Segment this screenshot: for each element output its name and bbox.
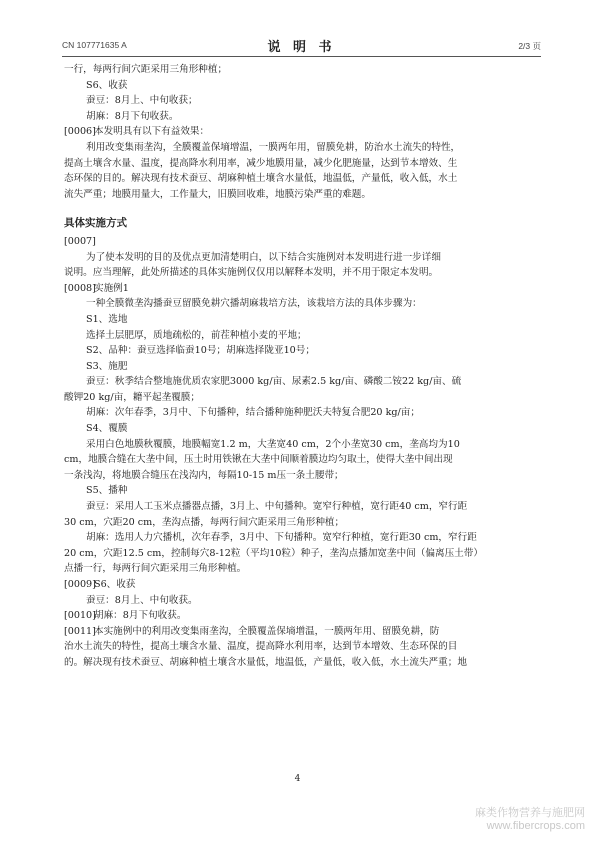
paragraph-text: S6、收获 <box>94 579 136 590</box>
text-line: S1、选地 <box>86 313 128 325</box>
text-line: 流失严重；地膜用量大，工作量大，旧膜回收难，地膜污染严重的难题。 <box>64 188 371 200</box>
text-line: 为了使本发明的目的及优点更加清楚明白，以下结合实施例对本发明进行进一步详细 <box>86 251 441 263</box>
text-line: 一条浅沟，将地膜合缝压在浅沟内，每隔10-15 m压一条土腰带； <box>64 469 344 481</box>
watermark <box>475 804 585 832</box>
paragraph-number: [0011] <box>64 625 96 637</box>
page-header <box>62 38 541 54</box>
paragraph-number: [0007] <box>64 235 96 247</box>
numbered-paragraph-line <box>64 281 542 297</box>
paragraph-number: [0006] <box>64 126 96 138</box>
text-line: 选择土层肥厚，质地疏松的，前茬种植小麦的平地； <box>86 329 307 341</box>
text-line: 胡麻：选用人力穴播机，次年春季，3月中、下旬播种。宽窄行种植，宽行距30 cm，窄行距 <box>86 532 477 544</box>
text-line: S3、施肥 <box>86 360 128 372</box>
paragraph-number: [0009] <box>64 579 96 590</box>
text-line: 胡麻：次年春季，3月中、下旬播种，结合播种施种肥沃夫特复合肥20 kg/亩； <box>86 407 420 419</box>
page-indicator: 2/3 页 <box>518 41 541 51</box>
text-line: S5、播种 <box>86 485 128 497</box>
text-line: 酸钾20 kg/亩，耱平起垄覆膜； <box>64 391 200 403</box>
text-line: 利用改变集雨垄沟，全膜覆盖保墒增温，一膜两年用，留膜免耕，防治水土流失的特性， <box>86 141 461 153</box>
page-number: 4 <box>294 774 301 784</box>
text-line: 态环保的目的。解决现有技术蚕豆、胡麻种植土壤含水量低，地温低，产量低，收入低，水土 <box>64 173 458 185</box>
publication-number: CN 107771635 A <box>62 40 127 50</box>
numbered-paragraph-line <box>64 608 542 624</box>
text-line: 采用白色地膜秋覆膜，地膜幅宽1.2 m，大垄宽40 cm，2个小垄宽30 cm，垄高均为10 <box>86 438 460 450</box>
numbered-paragraph-line <box>64 577 542 593</box>
watermark-title: 麻类作物营养与施肥网 <box>475 807 585 819</box>
numbered-paragraph-line <box>64 234 542 250</box>
header-rule <box>62 56 541 57</box>
numbered-paragraph-line <box>64 124 542 140</box>
paragraph-text: 本实施例中的利用改变集雨垄沟，全膜覆盖保墒增温，一膜两年用、留膜免耕，防 <box>94 625 440 637</box>
document-body <box>64 62 542 671</box>
paragraph-number: [0008] <box>64 282 96 294</box>
text-line: 治水土流失的特性，提高土壤含水量、温度，提高降水利用率，达到节本增效、生态环保的目 <box>64 641 458 653</box>
text-line: cm，地膜合缝在大垄中间，压土时用铁锹在大垄中间顺着膜边均匀取土，使得大垄中间出现 <box>64 454 453 466</box>
watermark-url: www.fibercrops.com <box>486 820 585 832</box>
text-line: 点播一行，每两行间穴距采用三角形种植。 <box>64 563 247 575</box>
paragraph-text: 实施例1 <box>94 282 129 294</box>
numbered-paragraph-line <box>64 624 542 640</box>
text-line: 一行，每两行间穴距采用三角形种植； <box>64 64 228 75</box>
text-line: 蚕豆：采用人工玉米点播器点播，3月上、中旬播种。宽窄行种植，宽行距40 cm，窄行距 <box>86 501 468 513</box>
text-line: 提高土壤含水量、温度，提高降水利用率，减少地膜用量，减少化肥施量，达到节本增效、生 <box>64 157 458 169</box>
section-heading: 具体实施方式 <box>64 217 127 230</box>
document-title: 说 明 书 <box>267 40 336 55</box>
text-line: S6、收获 <box>86 79 128 91</box>
text-line: 的。解决现有技术蚕豆、胡麻种植土壤含水量低，地温低，产量低，收入低，水土流失严重；地 <box>64 656 467 668</box>
paragraph-number: [0010] <box>64 610 96 622</box>
text-line: 20 cm，穴距12.5 cm，控制每穴8-12粒（平均10粒）种子，垄沟点播加宽垄中间（偏离压土带） <box>64 547 483 559</box>
text-line: 蚕豆：8月上、中旬收获。 <box>86 594 198 606</box>
text-line: 30 cm，穴距20 cm，垄沟点播，每两行间穴距采用三角形种植； <box>64 516 345 528</box>
text-line: S2、品种：蚕豆选择临蚕10号；胡麻选择陇亚10号； <box>86 345 315 357</box>
text-line: 一种全膜微垄沟播蚕豆留膜免耕穴播胡麻栽培方法，该栽培方法的具体步骤为： <box>86 298 422 310</box>
text-line: 说明。应当理解，此处所描述的具体实施例仅仅用以解释本发明，并不用于限定本发明。 <box>64 267 439 279</box>
text-line: 蚕豆：秋季结合整地施优质农家肥3000 kg/亩、尿素2.5 kg/亩、磷酸二铵22 kg/亩、硫 <box>86 376 462 388</box>
text-line: 胡麻：8月下旬收获。 <box>86 110 179 122</box>
text-line: S4、覆膜 <box>86 423 128 435</box>
text-line: 蚕豆：8月上、中旬收获； <box>86 95 198 107</box>
paragraph-text: 胡麻：8月下旬收获。 <box>94 610 187 622</box>
paragraph-text: 本发明具有以下有益效果： <box>94 126 210 138</box>
